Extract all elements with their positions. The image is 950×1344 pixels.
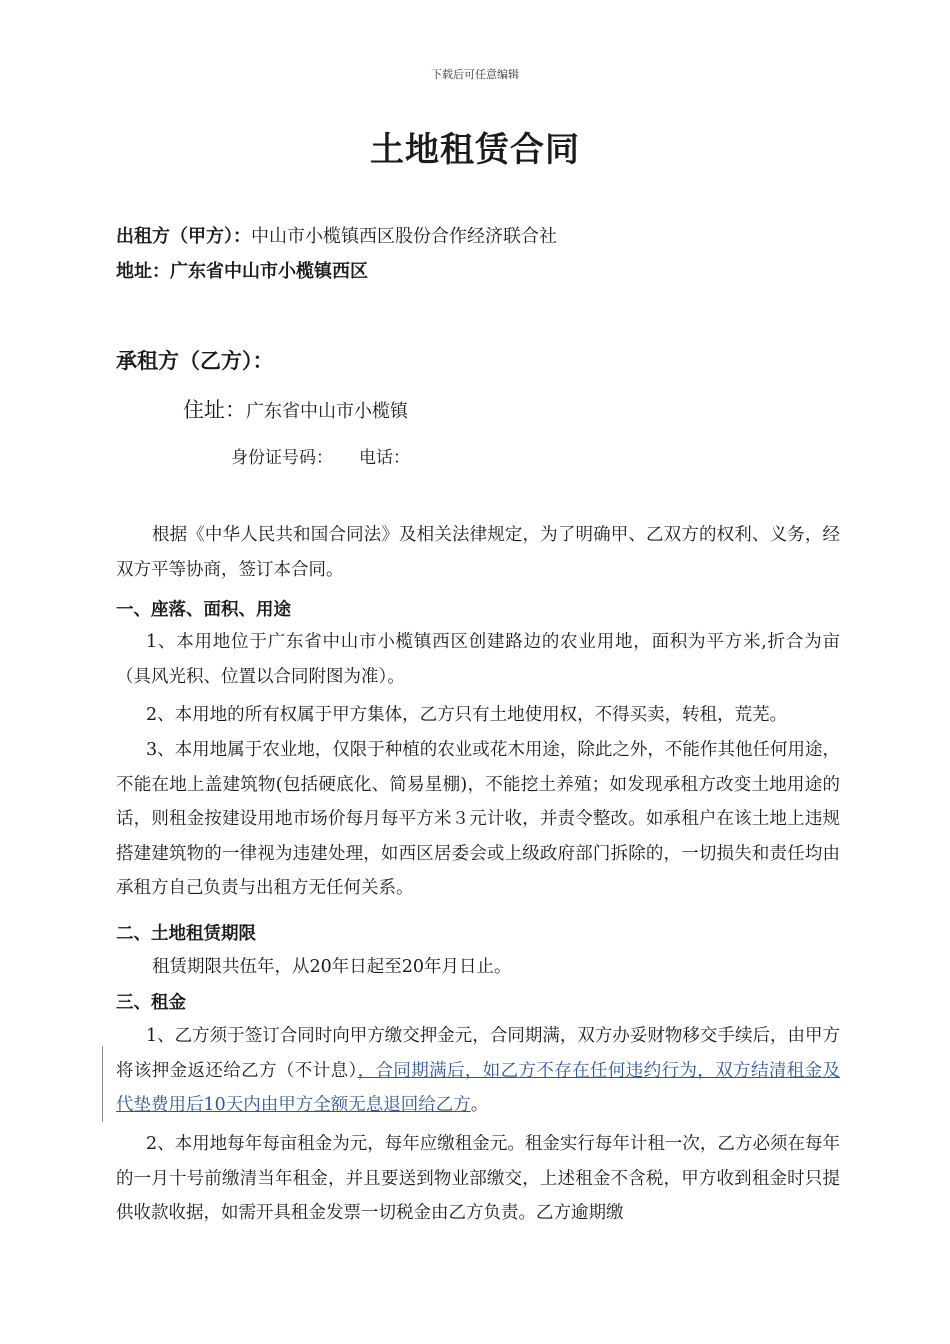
residence-label: 住址： bbox=[183, 398, 246, 422]
revision-change-bar bbox=[102, 1046, 103, 1122]
lessor-label: 出租方（甲方）： bbox=[116, 226, 251, 247]
id-number-label: 身份证号码： bbox=[231, 448, 333, 468]
clause1-text: 1、乙方须于签订合同时向甲方缴交押金元，合同期满，双方办妥财物移交手续后，由甲方将该押金返还给乙方（不计息） bbox=[116, 1026, 840, 1081]
section2-heading: 二、土地租赁期限 bbox=[116, 924, 256, 944]
section1-clause2: 2、本用地的所有权属于甲方集体，乙方只有土地使用权，不得买卖，转租，荒芜。 bbox=[146, 705, 788, 725]
lessor-name: 中山市小榄镇西区股份合作经济联合社 bbox=[251, 226, 557, 247]
lessee-label: 承租方（乙方）： bbox=[116, 348, 274, 373]
section1-clause1: 1、本用地位于广东省中山市小榄镇西区创建路边的农业用地，面积为平方米,折合为亩（具风光积、位置以合同附图为准）。 bbox=[116, 632, 840, 687]
section2-clause1: 租赁期限共伍年，从20年日起至20年月日止。 bbox=[152, 957, 512, 977]
intro-paragraph: 根据《中华人民共和国合同法》及相关法律规定，为了明确甲、乙双方的权利、义务，经双方平等协商，签订本合同。 bbox=[116, 525, 840, 580]
residence-value: 广东省中山市小榄镇 bbox=[246, 401, 408, 422]
lessee-id-phone-line bbox=[231, 443, 410, 468]
section1-heading: 一、座落、面积、用途 bbox=[116, 600, 291, 620]
phone-label: 电话： bbox=[359, 448, 410, 468]
tracked-insertion: ，合同期满后，如乙方不存在任何违约行为，双方结清租金及代垫费用后10天内由甲方全额无息退回给乙方 bbox=[116, 1060, 841, 1115]
section1-clause3: 3、本用地属于农业地，仅限于种植的农业或花木用途，除此之外，不能作其他任何用途，不能在地上盖建筑物(包括硬底化、简易星棚)，不能挖土养殖；如发现承租方改变土地用途的话，则租金按建设用地市场价每月每平方米３元计收，并责令整改。如承租户在该土地上违规搭建建筑物的一律视为违建处理，如西区居委会或上级政府部门拆除的，一切损失和责任均由承租方自己负责与出租方无任何关系。 bbox=[116, 740, 840, 898]
section3-clause1 bbox=[116, 1019, 840, 1123]
lessee-residence bbox=[183, 394, 408, 424]
page-title: 土地租赁合同 bbox=[370, 130, 580, 170]
lessor-address: 地址：广东省中山市小榄镇西区 bbox=[116, 261, 368, 282]
section3-clause2: 2、本用地每年每亩租金为元，每年应缴租金元。租金实行每年计租一次，乙方必须在每年的一月十号前缴清当年租金，并且要送到物业部缴交，上述租金不含税，甲方收到租金时只提供收款收据，如需开具租金发票一切税金由乙方负责。乙方逾期缴 bbox=[116, 1134, 840, 1223]
section3-heading: 三、租金 bbox=[116, 993, 186, 1013]
lessor-line bbox=[116, 222, 557, 248]
clause1-end: 。 bbox=[470, 1095, 489, 1115]
header-note: 下载后可任意编辑 bbox=[431, 68, 519, 81]
